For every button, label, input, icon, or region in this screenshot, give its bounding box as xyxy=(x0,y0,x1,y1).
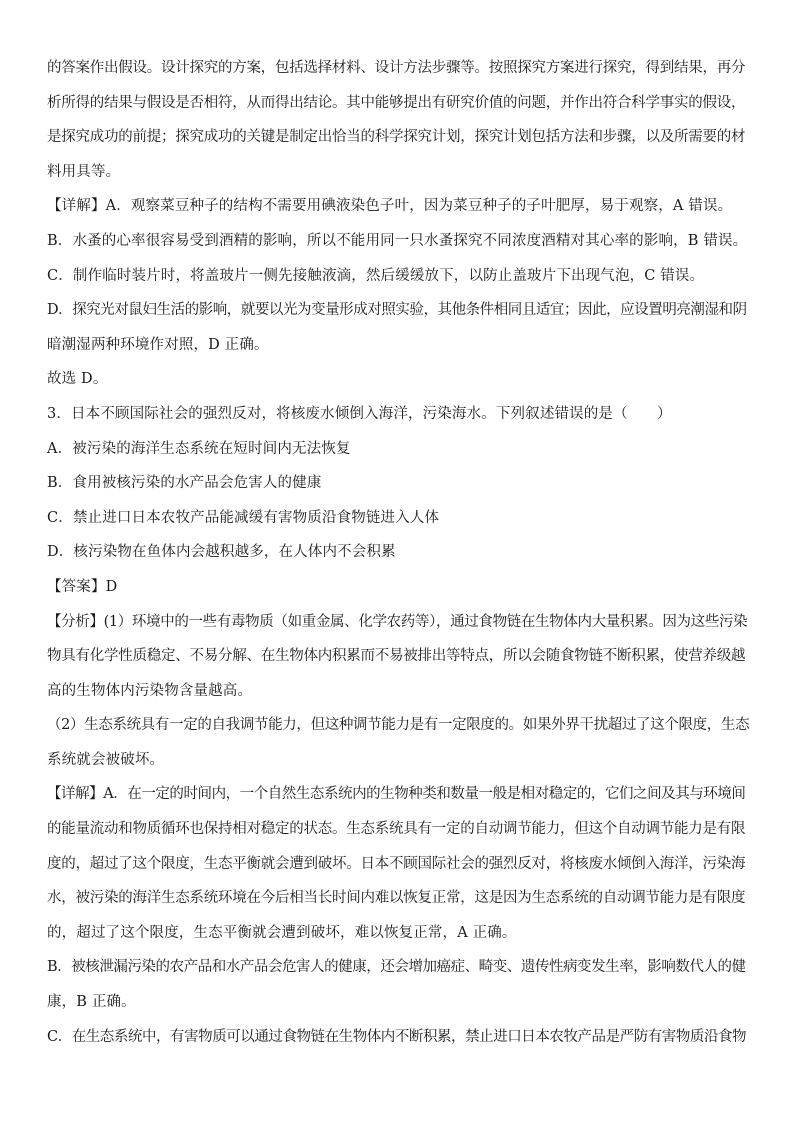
text-line: A．被污染的海洋生态系统在短时间内无法恢复 xyxy=(47,440,351,457)
text-line: 高的生物体内污染物含量越高。 xyxy=(47,682,253,699)
text-line: 度的，超过了这个限度，生态平衡就会遭到破坏。日本不顾国际社会的强烈反对，将核废水倾倒入海洋，污染海 xyxy=(47,855,746,872)
text-line: 水，被污染的海洋生态系统环境在今后相当长时间内难以恢复正常，这是因为生态系统的自动调节能力是有限度 xyxy=(47,890,746,907)
text-line: B．水蚤的心率很容易受到酒精的影响，所以不能用同一只水蚤探究不同浓度酒精对其心率的影响，B 错误。 xyxy=(47,232,748,249)
text-line: 是探究成功的前提；探究成功的关键是制定出恰当的科学探究计划，探究计划包括方法和步骤，以及所需要的材 xyxy=(47,129,746,146)
document-page xyxy=(47,56,749,1059)
text-line: 3．日本不顾国际社会的强烈反对，将核废水倾倒入海洋，污染海水。下列叙述错误的是（ ） xyxy=(47,405,672,422)
text-line: C．制作临时装片时，将盖玻片一侧先接触液滴，然后缓缓放下，以防止盖玻片下出现气泡，C 错误。 xyxy=(47,267,705,284)
text-line: 康，B 正确。 xyxy=(47,994,136,1011)
text-line: 的，超过了这个限度，生态平衡就会遭到破坏，难以恢复正常，A 正确。 xyxy=(47,924,517,941)
text-line: B．食用被核污染的水产品会危害人的健康 xyxy=(47,475,322,492)
text-line: 【答案】D xyxy=(47,578,118,595)
text-line: （2）生态系统具有一定的自我调节能力，但这种调节能力是有一定限度的。如果外界干扰超过了这个限度，生态 xyxy=(47,717,750,734)
text-line: B．被核泄漏污染的农产品和水产品会危害人的健康，还会增加癌症、畸变、遗传性病变发生率，影响数代人的健 xyxy=(47,959,746,976)
text-line: 物具有化学性质稳定、不易分解、在生物体内积累而不易被排出等特点，所以会随食物链不断积累，使营养级越 xyxy=(47,648,746,665)
text-line: 的能量流动和物质循环也保持相对稳定的状态。生态系统具有一定的自动调节能力，但这个自动调节能力是有限 xyxy=(47,821,746,838)
text-line: 暗潮湿两种环境作对照，D 正确。 xyxy=(47,336,269,353)
text-line: 析所得的结果与假设是否相符，从而得出结论。其中能够提出有研究价值的问题，并作出符合科学事实的假设， xyxy=(47,94,746,111)
text-line: C．在生态系统中，有害物质可以通过食物链在生物体内不断积累，禁止进口日本农牧产品是严防有害物质沿食物 xyxy=(47,1028,747,1045)
text-line: 料用具等。 xyxy=(47,163,121,180)
text-line: 【详解】A．观察菜豆种子的结构不需要用碘液染色子叶，因为菜豆种子的子叶肥厚，易于观察，A 错误。 xyxy=(47,198,733,215)
text-line: 【分析】(1）环境中的一些有毒物质（如重金属、化学农药等），通过食物链在生物体内大量积累。因为这些污染 xyxy=(47,613,748,630)
text-line: 系统就会被破坏。 xyxy=(47,751,165,768)
text-line: 的答案作出假设。设计探究的方案，包括选择材料、设计方法步骤等。按照探究方案进行探究，得到结果，再分 xyxy=(47,60,746,76)
text-line: 故选 D。 xyxy=(47,371,108,388)
text-line: 【详解】A．在一定的时间内，一个自然生态系统内的生物种类和数量一般是相对稳定的，它们之间及其与环境间 xyxy=(47,786,746,803)
text-line: C．禁止进口日本农牧产品能减缓有害物质沿食物链进入人体 xyxy=(47,509,440,526)
text-line: D．探究光对鼠妇生活的影响，就要以光为变量形成对照实验，其他条件相同且适宜；因此，应设置明亮潮湿和阴 xyxy=(47,302,747,319)
text-line: D．核污染物在鱼体内会越积越多，在人体内不会积累 xyxy=(47,544,396,561)
